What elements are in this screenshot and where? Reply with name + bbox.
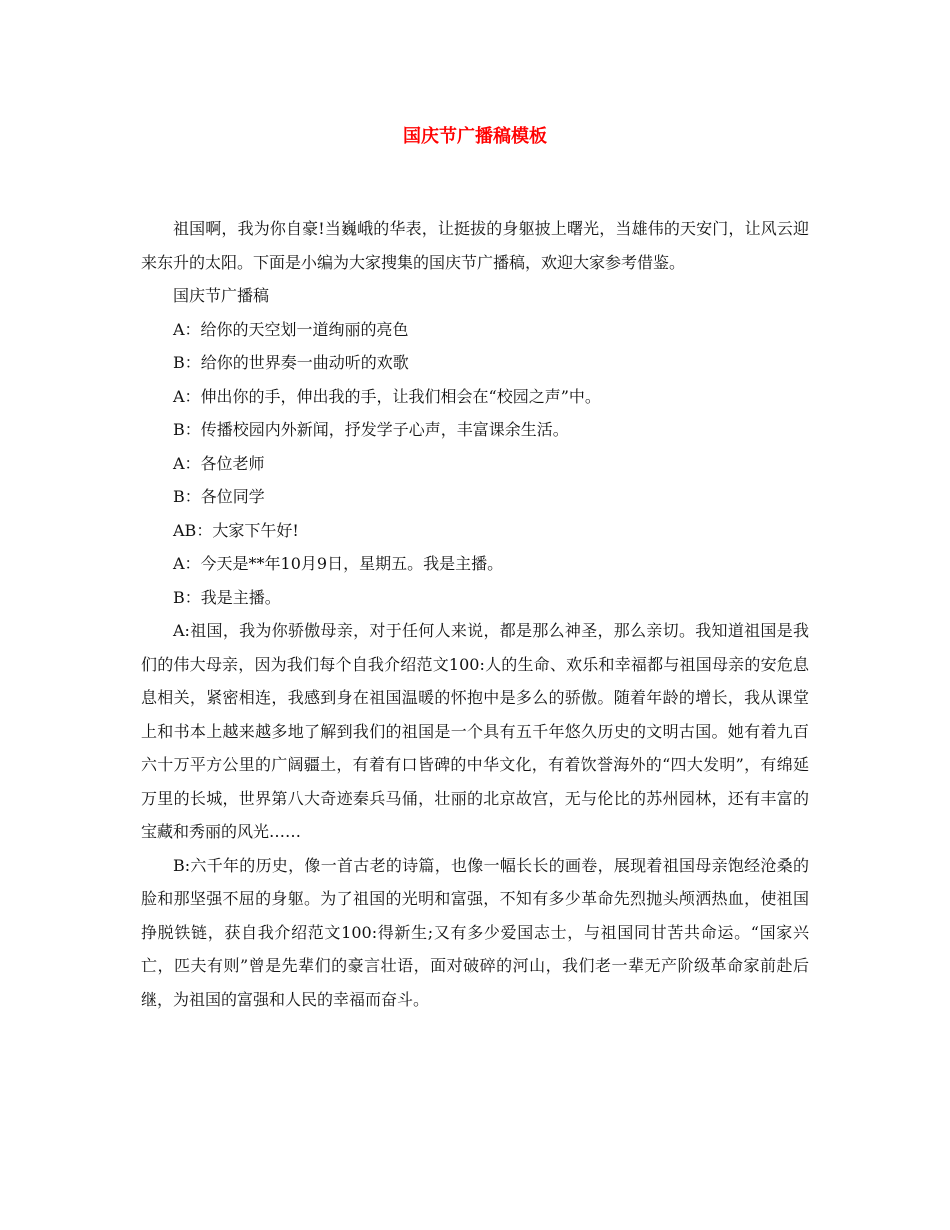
dialogue-line: B：给你的世界奏一曲动听的欢歌 (173, 353, 409, 372)
document-body (141, 212, 809, 1016)
document-title: 国庆节广播稿模板 (403, 126, 547, 147)
dialogue-line: A：伸出你的手，伸出我的手，让我们相会在“校园之声”中。 (173, 386, 601, 406)
dialogue-line: A：今天是**年10月9日，星期五。我是主播。 (173, 554, 504, 573)
dialogue-line: A：给你的天空划一道绚丽的亮色 (173, 319, 409, 339)
body-paragraph: A:祖国，我为你骄傲母亲，对于任何人来说，都是那么神圣，那么亲切。我知道祖国是我们的伟大母亲，因为我们每个自我介绍范文100:人的生命、欢乐和幸福都与祖国母亲的安危息息相关，紧密相连，我感到身在祖国温暖的怀抱中是多么的骄傲。随着年龄的增长，我从课堂上和书本上越来越多地了解到我们的祖国是一个具有五千年悠久历史的文明古国。她有着九百六十万平方公里的广阔疆土，有着有口皆碑的中华文化，有着饮誉海外的“四大发明”，有绵延万里的长城，世界第八大奇迹秦兵马俑，壮丽的北京故宫，无与伦比的苏州园林，还有丰富的宝藏和秀丽的风光…… (141, 621, 809, 841)
dialogue-line: B：传播校园内外新闻，抒发学子心声，丰富课余生活。 (173, 420, 569, 439)
intro-paragraph: 祖国啊，我为你自豪!当巍峨的华表，让挺拔的身躯披上曙光，当雄伟的天安门，让风云迎来东升的太阳。下面是小编为大家搜集的国庆节广播稿，欢迎大家参考借鉴。 (141, 219, 809, 272)
dialogue-line: AB：大家下午好! (173, 520, 299, 540)
section-heading: 国庆节广播稿 (173, 286, 270, 305)
dialogue-line: A：各位老师 (173, 453, 265, 473)
dialogue-line: B：各位同学 (173, 487, 265, 506)
dialogue-line: B：我是主播。 (173, 587, 281, 607)
body-paragraph: B:六千年的历史，像一首古老的诗篇，也像一幅长长的画卷，展现着祖国母亲饱经沧桑的脸和那坚强不屈的身躯。为了祖国的光明和富强，不知有多少革命先烈抛头颅洒热血，使祖国挣脱铁链，获自我介绍范文100:得新生;又有多少爱国志士，与祖国同甘苦共命运。“国家兴亡，匹夫有则”曾是先辈们的豪言壮语，面对破碎的河山，我们老一辈无产阶级革命家前赴后继，为祖国的富强和人民的幸福而奋斗。 (141, 855, 809, 1009)
